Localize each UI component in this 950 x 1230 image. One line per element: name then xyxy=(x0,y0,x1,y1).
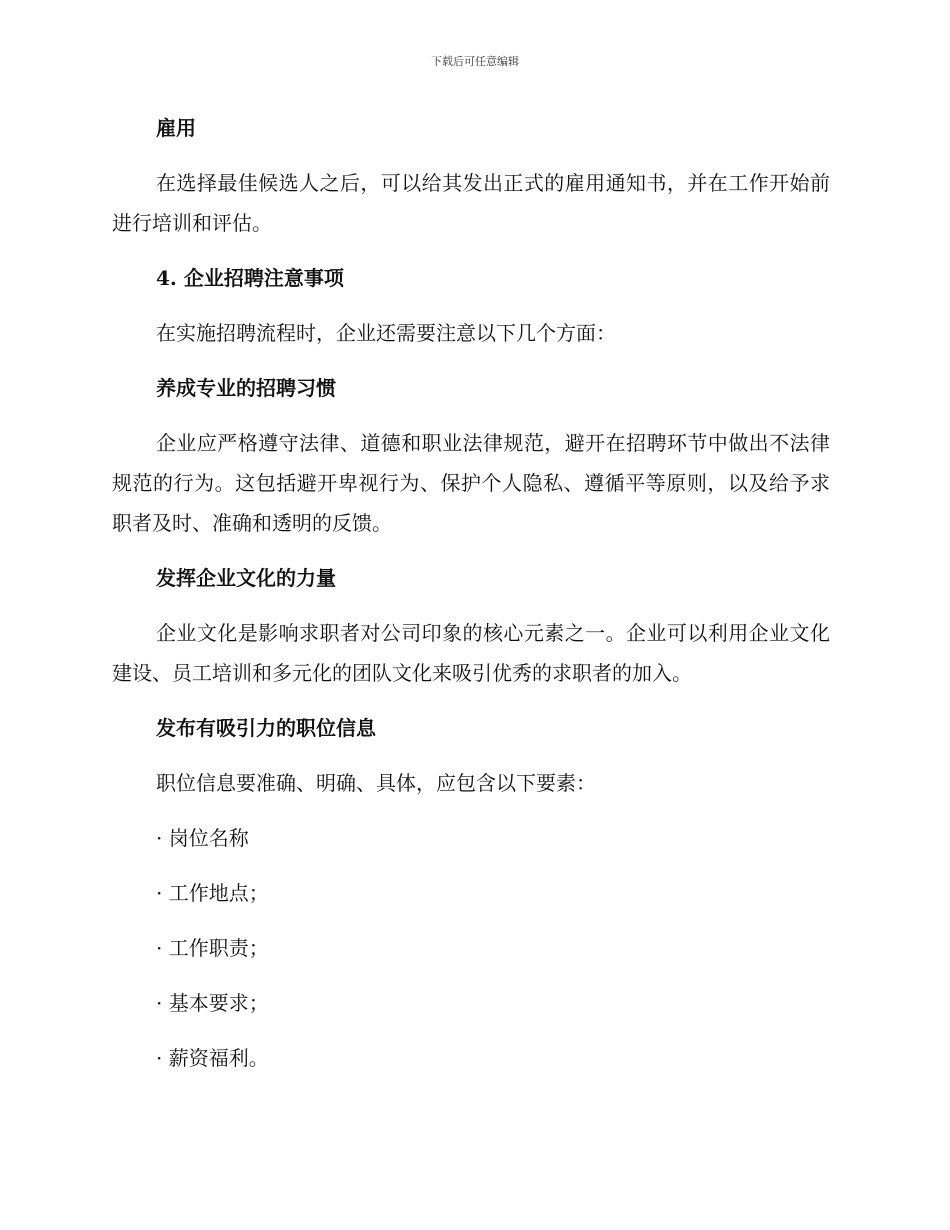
heading-notes: 4. 企业招聘注意事项 xyxy=(156,266,344,290)
paragraph-culture: 企业文化是影响求职者对公司印象的核心元素之一。企业可以利用企业文化建设、员工培训和多元化的团队文化来吸引优秀的求职者的加入。 xyxy=(112,621,830,685)
paragraph-habit: 企业应严格遵守法律、道德和职业法律规范，避开在招聘环节中做出不法律规范的行为。这包括避开卑视行为、保护个人隐私、遵循平等原则，以及给予求职者及时、准确和透明的反馈。 xyxy=(112,431,830,535)
list-item: · 工作职责； xyxy=(156,936,269,960)
list-item: · 工作地点； xyxy=(156,881,269,905)
heading-post: 发布有吸引力的职位信息 xyxy=(156,716,376,740)
paragraph-hire: 在选择最佳候选人之后，可以给其发出正式的雇用通知书，并在工作开始前进行培训和评估。 xyxy=(112,171,830,235)
heading-culture: 发挥企业文化的力量 xyxy=(156,566,336,590)
document-body xyxy=(112,108,830,1078)
list-item: · 基本要求； xyxy=(156,991,269,1015)
list-item: · 薪资福利。 xyxy=(156,1046,269,1070)
paragraph-notes: 在实施招聘流程时，企业还需要注意以下几个方面： xyxy=(156,321,616,345)
heading-habit: 养成专业的招聘习惯 xyxy=(156,376,336,400)
heading-hire: 雇用 xyxy=(156,116,196,140)
page-header: 下载后可任意编辑 xyxy=(431,55,519,68)
list-item: · 岗位名称 xyxy=(156,826,249,850)
paragraph-post: 职位信息要准确、明确、具体，应包含以下要素： xyxy=(156,771,596,795)
